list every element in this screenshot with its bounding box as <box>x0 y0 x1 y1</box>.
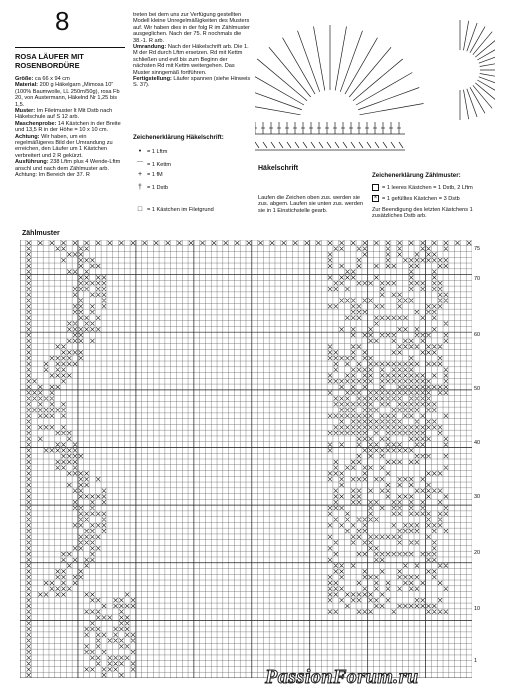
border-diagram <box>255 10 495 185</box>
col1-text: Wir haben, um ein regelmäßigeres Bild der Umrandung zu erreichen, den Läufer um 1 Kästchen verbreitert und 2 R gekürzt. <box>15 133 113 159</box>
legend-symbol-icon: ⌒ <box>136 162 144 169</box>
col1-text: ca 66 x 94 cm <box>34 76 70 82</box>
col1-paragraph <box>15 134 125 160</box>
col1-paragraph <box>15 159 125 178</box>
row-number: 10 <box>474 606 481 612</box>
row-number: 60 <box>474 332 481 338</box>
legend-text: = 1 fM <box>147 171 163 178</box>
legend-title: Zeichenerklärung Häkelschrift: <box>133 134 224 141</box>
instructions-column-2 <box>133 12 251 89</box>
legend-text: = 1 Kettm <box>147 162 172 168</box>
legend-symbol-icon: + <box>137 171 143 178</box>
legend-symbol-icon: □ <box>137 206 143 213</box>
col1-text: 200 g Häkelgarn „Mimosa 10“ (100% Baumwolle, LL 250m/50g), rosa Fb 20, von Austermann, Häkelnd Nr 1,25 bis 1,5. <box>15 82 120 108</box>
instructions-column-1 <box>15 76 125 179</box>
zaehl-legend-empty-text: = 1 leeres Kästchen = 1 Dstb, 2 Lftm <box>382 184 473 191</box>
col2-text: Nach der Häkelschrift arb. Die 1. M der Rd durch Lftm ersetzen. Rd mit Kettm schließen und evtl bis zum Beginn der nächsten Rd mit Kettm weitergehen. Das Muster sinngemäß fortführen. <box>133 44 249 76</box>
page-number: 8 <box>55 6 70 36</box>
legend-item <box>133 160 171 170</box>
pattern-title <box>15 52 115 70</box>
filet-chart <box>20 240 472 678</box>
empty-square-icon <box>372 184 379 191</box>
zaehl-legend-empty <box>372 184 473 191</box>
legend-item <box>133 171 163 178</box>
legend-symbol-icon: † <box>138 184 142 191</box>
legend-text: = 1 Kästchen im Filetgrund <box>147 206 214 213</box>
col1-paragraph <box>15 121 125 134</box>
legend-item <box>133 184 168 191</box>
col2-paragraph <box>133 44 251 76</box>
col2-label: Fertigstellung: <box>133 76 172 83</box>
filled-square-icon: × <box>373 195 378 201</box>
haekelschrift-note: Laufen die Zeichen oben zus. werden sie zus. abgem. Laufen sie unten zus. werden sie in 1 Einstichstelle gearb. <box>258 195 364 214</box>
legend-text: = 1 Dstb <box>147 184 168 191</box>
chart-label: Zählmuster <box>22 230 60 237</box>
col1-label: Ausführung: <box>15 159 49 166</box>
col1-label: Muster: <box>15 108 36 115</box>
col2-text: Läufer spannen (siehe Hinweis S. 37). <box>133 76 251 89</box>
col2-paragraph <box>133 12 251 44</box>
watermark: PassionForum.ru <box>265 666 419 688</box>
col1-paragraph <box>15 108 125 121</box>
col2-label: Umrandung: <box>133 44 167 51</box>
col1-paragraph <box>15 82 125 108</box>
row-number: 1 <box>474 658 478 664</box>
zaehl-legend-filled-text: = 1 gefülltes Kästchen = 3 Dstb <box>382 195 460 202</box>
zaehl-legend-filled <box>372 195 460 202</box>
zaehl-note: Zur Beendigung des letzten Kästchens 1 zusätzliches Dstb arb. <box>372 207 473 220</box>
haekelschrift-label: Häkelschrift <box>258 165 299 172</box>
row-number: 50 <box>474 386 481 392</box>
legend-item <box>133 148 167 155</box>
title-line-1: ROSA LÄUFER MIT <box>15 52 84 61</box>
zaehl-legend-title: Zeichenerklärung Zählmuster: <box>372 172 461 179</box>
col1-text: 14 Kästchen in der Breite und 13,5 R in der Höhe = 10 x 10 cm. <box>15 120 121 134</box>
row-number: 20 <box>474 550 481 556</box>
row-number: 40 <box>474 440 481 446</box>
legend-text: = 1 Lftm <box>147 148 168 155</box>
col1-label: Größe: <box>15 76 34 82</box>
legend-item <box>133 206 214 213</box>
row-number: 70 <box>474 276 481 282</box>
title-rule <box>15 47 125 48</box>
col2-paragraph <box>133 76 251 89</box>
col2-text: treten bei dem uns zur Verfügung gestellten Modell kleine Unregelmäßigkeiten des Musters auf. Wir haben dies in der folg R im Zählmuster ausgeglichen. Nach der 75. R nochmals die 38.-1. R arb. <box>133 12 250 44</box>
col1-label: Achtung: <box>15 133 40 140</box>
title-line-2: ROSENBORDÜRE <box>15 61 80 70</box>
col1-label: Maschenprobe: <box>15 120 57 127</box>
col1-text: Im Filetmuster lt Mit Dstb nach Häkelschule auf S 12 arb. <box>15 108 113 121</box>
legend-symbol-icon: • <box>138 148 142 155</box>
col1-label: Material: <box>15 82 39 89</box>
row-number: 30 <box>474 494 481 500</box>
col1-text: 238 Lftm plus 4 Wende-Lftm anschl und nach dem Zählmuster arb. Achtung: Im Bereich der 37. R <box>15 159 121 179</box>
row-number: 75 <box>474 246 481 252</box>
